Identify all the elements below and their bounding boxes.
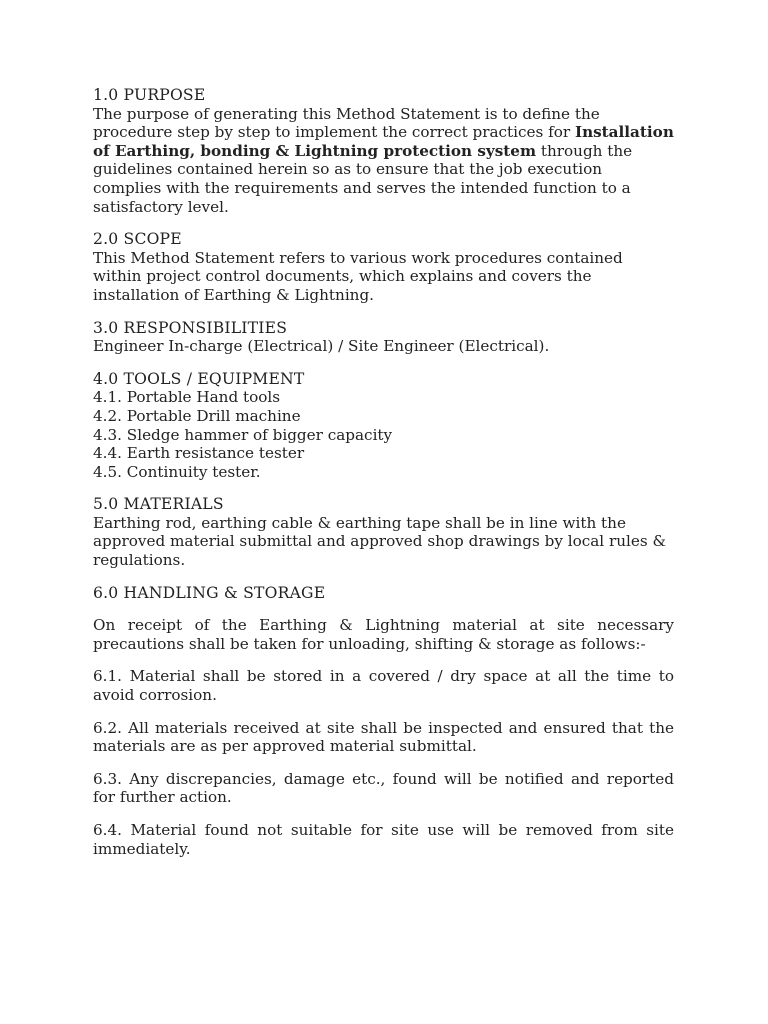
list-item: 4.3. Sledge hammer of bigger capacity	[93, 425, 393, 444]
list-item: 4.1. Portable Hand tools	[93, 388, 281, 407]
purpose-text-bold: Installation of Earthing, bonding & Lightning protection system	[93, 123, 674, 160]
list-item: 4.2. Portable Drill machine	[93, 406, 301, 425]
handling-item: 6.2. All materials received at site shall be inspected and ensured that the materials are as per approved material submittal.	[93, 718, 674, 756]
handling-intro: On receipt of the Earthing & Lightning material at site necessary precautions shall be taken for unloading, shifting & storage as follows:-	[93, 616, 674, 653]
purpose-text-after: through the guidelines contained herein so as to ensure that the job execution complies with the requirements and serves the intended function to a satisfactory level.	[93, 141, 633, 216]
tools-list	[93, 388, 674, 481]
handling-item: 6.1. Material shall be stored in a covered / dry space at all the time to avoid corrosion.	[93, 667, 674, 705]
scope-text: This Method Statement refers to various work procedures contained within project control documents, which explains and covers the installation of Earthing & Lightning.	[93, 248, 623, 304]
handling-section	[93, 584, 674, 859]
materials-section	[93, 495, 674, 569]
list-item: 4.4. Earth resistance tester	[93, 444, 305, 463]
scope-section	[93, 230, 674, 304]
responsibilities-heading: 3.0 RESPONSIBILITIES	[93, 318, 288, 337]
tools-heading: 4.0 TOOLS / EQUIPMENT	[93, 369, 305, 388]
materials-text: Earthing rod, earthing cable & earthing tape shall be in line with the approved material submittal and approved shop drawings by local rules & regulations.	[93, 513, 667, 570]
materials-heading: 5.0 MATERIALS	[93, 495, 224, 514]
purpose-heading: 1.0 PURPOSE	[93, 86, 206, 104]
responsibilities-text: Engineer In-charge (Electrical) / Site Engineer (Electrical).	[93, 337, 550, 356]
scope-heading: 2.0 SCOPE	[93, 230, 182, 249]
responsibilities-section	[93, 319, 674, 356]
handling-item: 6.3. Any discrepancies, damage etc., found will be notified and reported for further action.	[93, 769, 674, 807]
handling-item: 6.4. Material found not suitable for site use will be removed from site immediately.	[93, 821, 674, 858]
handling-heading: 6.0 HANDLING & STORAGE	[93, 583, 326, 602]
purpose-text	[93, 105, 674, 217]
tools-section	[93, 370, 674, 482]
purpose-text-before: The purpose of generating this Method Statement is to define the procedure step by step to implement the correct practices for	[93, 104, 600, 142]
purpose-section	[93, 86, 674, 216]
list-item: 4.5. Continuity tester.	[93, 462, 261, 481]
